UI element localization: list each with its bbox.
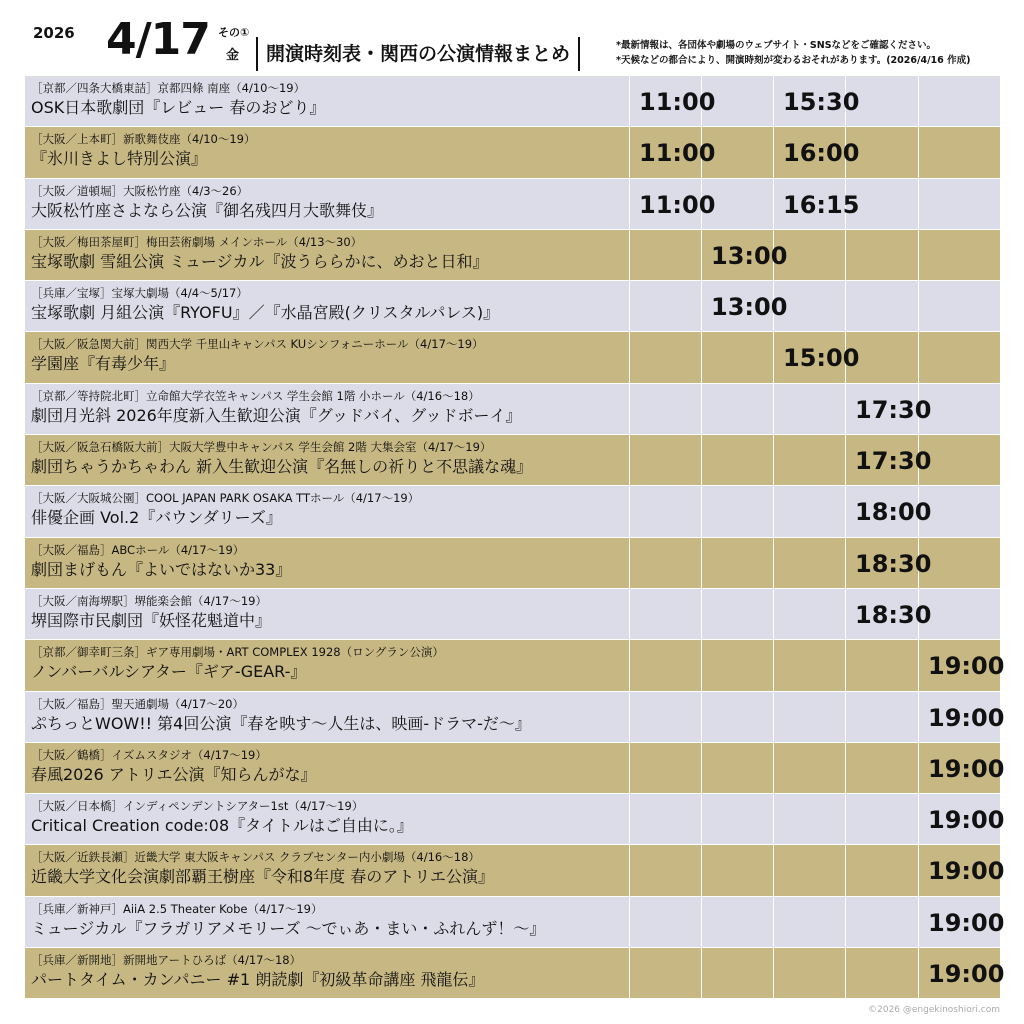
column-divider [845,486,846,536]
venue-meta: ［大阪／上本町］新歌舞伎座（4/10〜19） [31,132,256,147]
schedule-row [25,640,1005,691]
note-weather: *天候などの都合により、開演時刻が変わるおそれがあります。(2026/4/16 作成) [616,55,971,66]
start-time: 11:00 [639,190,716,219]
venue-meta: ［京都／御幸町三条］ギア専用劇場・ART COMPLEX 1928（ロングラン公演） [31,645,444,660]
column-divider [701,281,702,331]
start-time: 18:00 [855,498,932,527]
column-divider [701,384,702,434]
schedule-row [25,948,1005,999]
performance-info [31,388,631,428]
schedule-row [25,179,1000,230]
column-divider [918,76,919,126]
performance-title: 大阪松竹座さよなら公演『御名残四月大歌舞伎』 [31,200,384,220]
column-divider [701,332,702,382]
start-time: 19:00 [928,806,1005,835]
performance-info [31,131,631,171]
performance-title: 宝塚歌劇 月組公演『RYOFU』／『水晶宮殿(クリスタルパレス)』 [31,303,500,323]
column-divider [773,845,774,895]
column-divider [773,384,774,434]
column-divider [773,127,774,177]
column-divider [845,589,846,639]
performance-info [31,593,631,633]
venue-meta: ［大阪／梅田茶屋町］梅田芸術劇場 メインホール（4/13〜30） [31,234,363,249]
start-time: 19:00 [928,960,1005,989]
copyright: ©2026 @engekinoshiori.com [868,1005,1000,1015]
schedule-row [25,538,1000,589]
performance-title: 『氷川きよし特別公演』 [31,149,208,169]
column-divider [918,640,919,690]
column-divider [773,692,774,742]
column-divider [773,794,774,844]
venue-meta: ［大阪／日本橋］インディペンデントシアター1st（4/17〜19） [31,799,364,814]
column-divider [773,179,774,229]
column-divider [773,76,774,126]
performance-info [31,183,631,223]
column-divider [845,692,846,742]
schedule-row [25,897,1005,948]
column-divider [845,794,846,844]
schedule-row [25,845,1005,896]
performance-title: ノンバーバルシアター『ギア-GEAR-』 [31,662,307,682]
venue-meta: ［大阪／鶴橋］イズムスタジオ（4/17〜19） [31,747,267,762]
column-divider [701,230,702,280]
column-divider [845,845,846,895]
page-header [0,0,1024,74]
column-divider [773,640,774,690]
column-divider [701,538,702,588]
column-divider [773,538,774,588]
column-divider [701,640,702,690]
performance-title: 春風2026 アトリエ公演『知らんがな』 [31,764,317,784]
column-divider [918,230,919,280]
column-divider [918,281,919,331]
performance-info [31,439,631,479]
note-latest-info: *最新情報は、各団体や劇場のウェブサイト・SNSなどをご確認ください。 [616,40,937,51]
venue-meta: ［大阪／南海堺駅］堺能楽会館（4/17〜19） [31,593,267,608]
performance-title: ミュージカル『フラガリアメモリーズ 〜でぃあ・まい・ふれんず！〜』 [31,918,546,938]
schedule-row [25,281,1000,332]
schedule-row [25,589,1000,640]
year-label: 2026 [33,24,75,42]
venue-meta: ［大阪／阪急石橋阪大前］大阪大学豊中キャンパス 学生会館 2階 大集会室（4/17〜19） [31,440,492,455]
venue-meta: ［大阪／近鉄長瀬］近畿大学 東大阪キャンパス クラブセンター内小劇場（4/16〜18） [31,850,480,865]
schedule-row [25,794,1005,845]
page-title: 開演時刻表・関西の公演情報まとめ [256,37,580,71]
performance-info [31,542,631,582]
performance-title: 劇団月光斜 2026年度新入生歓迎公演『グッドバイ、グッドボーイ』 [31,405,522,425]
header-notes [616,38,970,68]
column-divider [701,435,702,485]
performance-info [31,849,631,889]
start-time: 19:00 [928,908,1005,937]
performance-title: 堺国際市民劇団『妖怪花魁道中』 [31,610,272,630]
column-divider [701,845,702,895]
venue-meta: ［兵庫／新開地］新開地アートひろば（4/17〜18） [31,953,302,968]
column-divider [845,640,846,690]
column-divider [918,948,919,998]
schedule-row [25,127,1000,178]
venue-meta: ［兵庫／宝塚］宝塚大劇場（4/4〜5/17） [31,286,248,301]
performance-title: 宝塚歌劇 雪組公演 ミュージカル『波うららかに、めおと日和』 [31,251,489,271]
start-time: 16:15 [783,190,860,219]
venue-meta: ［大阪／阪急関大前］関西大学 千里山キャンパス KUシンフォニーホール（4/17〜19） [31,337,484,352]
column-divider [773,897,774,947]
performance-info [31,490,631,530]
venue-meta: ［京都／四条大橋東詰］京都四條 南座（4/10〜19） [31,81,306,95]
column-divider [773,948,774,998]
schedule-row [25,332,1000,383]
start-time: 11:00 [639,88,716,116]
start-time: 18:30 [855,549,932,578]
column-divider [918,692,919,742]
column-divider [918,332,919,382]
performance-info [31,80,631,120]
start-time: 19:00 [928,652,1005,681]
column-divider [773,589,774,639]
performance-info [31,336,631,376]
performance-title: ぷちっとWOW!! 第4回公演『春を映す〜人生は、映画-ドラマ-だ〜』 [31,713,531,733]
column-divider [918,743,919,793]
performance-title: 近畿大学文化会演劇部覇王樹座『令和8年度 春のアトリエ公演』 [31,867,494,887]
column-divider [918,897,919,947]
schedule-row [25,486,1000,537]
venue-meta: ［大阪／道頓堀］大阪松竹座（4/3〜26） [31,183,249,198]
performance-title: Critical Creation code:08『タイトルはご自由に。』 [31,816,413,836]
schedule-row [25,230,1000,281]
column-divider [918,127,919,177]
column-divider [845,743,846,793]
performance-title: 学園座『有毒少年』 [31,354,176,374]
start-time: 15:00 [783,344,860,373]
column-divider [773,332,774,382]
performance-info [31,798,631,838]
start-time: 15:30 [783,88,860,116]
column-divider [773,743,774,793]
performance-info [31,696,631,736]
column-divider [773,435,774,485]
column-divider [918,179,919,229]
column-divider [845,384,846,434]
column-divider [701,589,702,639]
schedule-table [25,76,1005,999]
performance-info [31,952,631,992]
column-divider [918,845,919,895]
schedule-row [25,692,1005,743]
column-divider [701,486,702,536]
schedule-row [25,435,1000,486]
performance-info [31,285,631,325]
start-time: 19:00 [928,754,1005,783]
schedule-row [25,76,1000,127]
column-divider [845,538,846,588]
column-divider [845,281,846,331]
column-divider [918,794,919,844]
start-time: 11:00 [639,139,716,168]
venue-meta: ［大阪／大阪城公園］COOL JAPAN PARK OSAKA TTホール（4/17〜19） [31,491,420,506]
venue-meta: ［兵庫／新神戸］AiiA 2.5 Theater Kobe（4/17〜19） [31,901,323,916]
start-time: 17:30 [855,395,932,424]
weekday-label: 金 [226,48,240,63]
column-divider [845,230,846,280]
part-label: その① [218,26,250,39]
start-time: 18:30 [855,600,932,629]
column-divider [701,743,702,793]
column-divider [701,692,702,742]
start-time: 19:00 [928,857,1005,886]
column-divider [845,897,846,947]
column-divider [845,948,846,998]
performance-title: 俳優企画 Vol.2『バウンダリーズ』 [31,508,282,528]
performance-title: パートタイム・カンパニー #1 朗読劇『初級革命講座 飛龍伝』 [31,970,485,990]
venue-meta: ［大阪／福島］聖天通劇場（4/17〜20） [31,696,244,711]
column-divider [701,948,702,998]
start-time: 13:00 [711,241,788,270]
venue-meta: ［京都／等持院北町］立命館大学衣笠キャンパス 学生会館 1階 小ホール（4/16〜18） [31,388,480,403]
column-divider [701,897,702,947]
date-label: 4/17 [106,14,210,65]
schedule-row [25,743,1005,794]
performance-title: 劇団まげもん『よいではないか33』 [31,559,292,579]
performance-info [31,747,631,787]
column-divider [845,435,846,485]
start-time: 17:30 [855,447,932,476]
performance-title: 劇団ちゃうかちゃわん 新入生歓迎公演『名無しの祈りと不思議な魂』 [31,457,533,477]
performance-info [31,644,631,684]
start-time: 13:00 [711,293,788,322]
performance-info [31,234,631,274]
performance-title: OSK日本歌劇団『レビュー 春のおどり』 [31,98,326,117]
venue-meta: ［大阪／福島］ABCホール（4/17〜19） [31,542,245,557]
column-divider [773,486,774,536]
column-divider [701,794,702,844]
start-time: 16:00 [783,139,860,168]
performance-info [31,901,631,941]
schedule-row [25,384,1000,435]
start-time: 19:00 [928,703,1005,732]
